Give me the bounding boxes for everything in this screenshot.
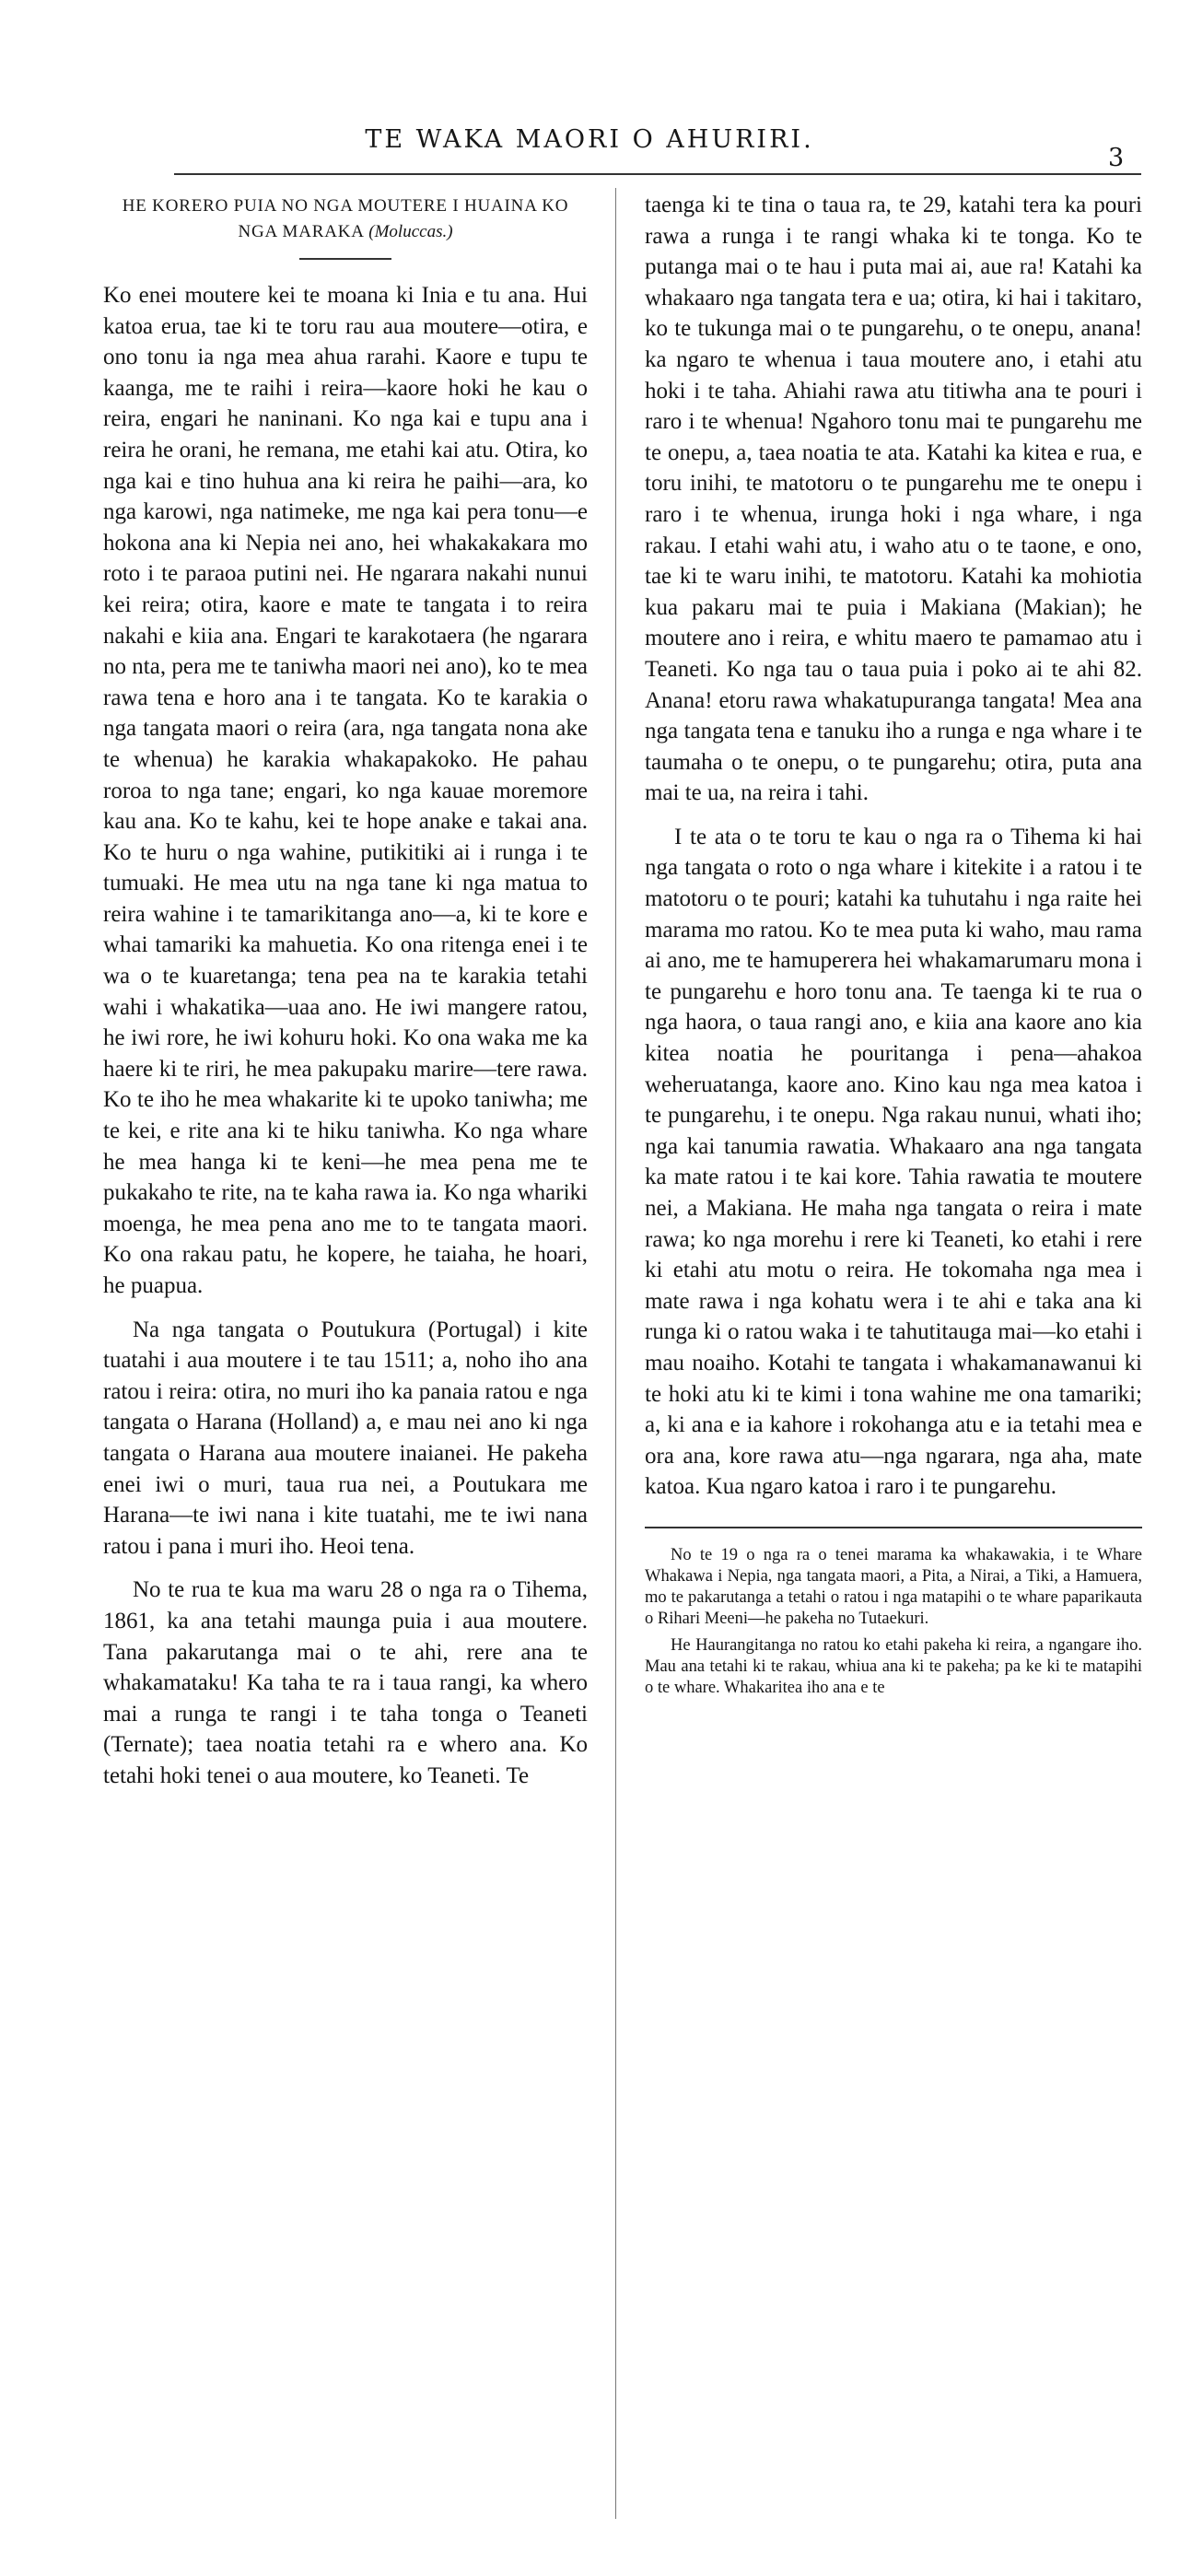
left-column (103, 190, 588, 1792)
footnote-rule (645, 1527, 1142, 1528)
page-number: 3 (1108, 144, 1125, 172)
article-subtitle: (Moluccas.) (368, 222, 453, 241)
paragraph: No te rua te kua ma waru 28 o nga ra o Tihema, 1861, ka ana tetahi maunga puia i aua moutere. Tana pakarutanga mai o te ahi, rere ana te whakamataku! Ka taha te ra i taua rangi, ka whero mai a runga te rangi i te taha tonga o Teaneti (Ternate); taea noatia tetahi ra e whero ana. Ko tetahi hoki tenei o aua moutere, ko Teaneti. Te (103, 1577, 588, 1788)
article-title (103, 193, 588, 245)
footnotes (645, 1545, 1142, 1699)
paragraph: Na nga tangata o Poutukura (Portugal) i kite tuatahi i aua moutere i te tau 1511; a, noho iho ana ratou i reira: otira, no muri iho ka panaia ratou e nga tangata o Harana (Holland) a, e mau nei ano ki nga tangata o Harana aua moutere inaianei. He pakeha enei iwi o muri, taua rua nei, a Poutukara me Harana—te iwi nana i kite tuatahi, me te iwi nana ratou i pana i muri iho. Heoi tena. (103, 1317, 588, 1559)
title-rule (299, 258, 391, 260)
footnote-paragraph: He Haurangitanga no ratou ko etahi pakeha ki reira, a ngangare iho. Mau ana tetahi ki te rakau, whiua ana ki te pakeha; pa ke ki te matapihi o te whare. Whakaritea iho ana e te (645, 1635, 1142, 1697)
paragraph: taenga ki te tina o taua ra, te 29, katahi tera ka pouri rawa a runga i te rangi whaka ki te tonga. Ko te putanga mai o te hau i puta mai ai, aue ra! Katahi ka whakaaro nga tangata tera e ua; otira, ki hai i takitaro, ko te tukunga mai o te pungarehu, o te onepu, anana! ka ngaro te whenua i taua moutere ano, i etahi atu hoki i te taha. Ahiahi rawa atu titiwha ana te pouri i raro i te whenua! Ngahoro tonu mai te pungarehu me te onepu, a, taea noatia te ata. Katahi ka kitea e rua, e toru inihi, te matotoru o te pungarehu me te onepu i raro i te whenua, irunga hoki i nga whare, i nga rakau. I etahi wahi atu, i waho atu o te taone, e ono, tae ki te waru inihi, te matotoru. Katahi ka mohiotia kua pakaru mai te puia i Makiana (Makian); he moutere ano i reira, e whitu maero te pamamao atu i Teaneti. Ko nga tau o taua puia i poko ai te ahi 82. Anana! etoru rawa whakatupuranga tangata! Mea ana nga tangata tena e tanuku iho a runga e nga whare i te taumaha o te onepu, o te pungarehu; otira, puta ana mai te ua, na reira i tahi. (645, 193, 1142, 806)
running-head: TE WAKA MAORI O AHURIRI. (365, 125, 814, 154)
paragraph: Ko enei moutere kei te moana ki Inia e tu ana. Hui katoa erua, tae ki te toru rau aua moutere—otira, e ono tonu ia nga mea ahua rarahi. Kaore e tupu te kaanga, me te raihi i reira—kaore hoki he kau o reira, engari he naninani. Ko nga kai e tupu ana i reira he orani, he remana, me etahi kai atu. Otira, ko nga kai e tino huhua ana ki reira he paihi—ara, ko nga karowi, nga natimeke, me nga kai pera tonu—e hokona ana ki Nepia nei ano, hei whakakakara mo roto i te paraoa putini nei. He ngarara nakahi nunui kei reira; otira, kaore e mate te tangata i to reira nakahi e kiia ana. Engari te karakotaera (he ngarara no nta, pera me te taniwha maori nei ano), ko te mea rawa tena e horo ana i te tangata. Ko te karakia o nga tangata maori o reira (ara, nga tangata nona ake te whenua) he karakia whakapakoko. He pahau roroa to nga tane; engari, ko nga kauae moremore kau ana. Ko te kahu, kei te hope anake e takai ana. Ko te huru o nga wahine, putikitiki ai i runga i te tumuaki. He mea utu na nga tane ki nga matua to reira wahine i te tamarikitanga ano—a, ki te kore e whai tamariki ka mahuetia. Ko ona ritenga enei i te wa o te kuaretanga; tena pea na te karakia tetahi wahi i whakatika—uaa ano. He iwi mangere ratou, he iwi rore, he iwi kohuru hoki. Ko ona waka me ka haere ki te riri, he mea pakupaku marire—tere rawa. Ko te iho he mea whakarite ki te upoko taniwha; me te kei, e rite ana ki te hiku taniwha. Ko nga whare he mea hanga ki te keni—he mea pena me te pukakaho te rite, na te kaha rawa ia. Ko nga whariki moenga, he mea pena ano me to te tangata maori. Ko ona rakau patu, he kopere, he taiaha, he hoari, he puapua. (103, 283, 588, 1298)
paragraph: I te ata o te toru te kau o nga ra o Tihema ki hai nga tangata o roto o nga whare i kitekite i a ratou i te matotoru o te pouri; katahi ka tuhutahu i nga raite hei marama mo ratou. Ko te mea puta ki waho, mau rama ai ano, me te hamuperera hei whakamarumaru mona i te pungarehu e horo tonu ana. Te taenga ki te rua o nga haora, o taua rangi ano, e kiia ana kaore ano kia kitea noatia he pouritanga i pena—ahakoa weheruatanga, kaore ano. Kino kau nga mea katoa i te pungarehu, i te onepu. Nga rakau nunui, whati iho; nga kai tanumia rawatia. Whakaaro ana nga tangata ka mate ratou i te kai kore. Tahia rawatia te moutere nei, a Makiana. He maha nga tangata o reira i mate rawa; ko nga morehu i rere ki Teaneti, ko etahi i rere ki etahi atu motu o reira. He tokomaha nga mea i mate rawa i nga kohatu wera i te ahi e taka ana ki runga ki o ratou waka i te tahutitauga mai—ko etahi i mau noaiho. Kotahi te tangata i whakamanawanui ki te hoki atu ki te kimi i tona wahine me ona tamariki; a, ki ana e ia kahore i rokohanga atu e ia tetahi mea e ora ana, kore rawa atu—nga ngarara, nga aha, mate katoa. Kua ngaro katoa i raro i te pungarehu. (645, 824, 1142, 1500)
footnote-paragraph: No te 19 o nga ra o tenei marama ka whakawakia, i te Whare Whakawa i Nepia, nga tangata maori, a Pita, a Nirai, a Tiki, a Hamuera, mo te pakarutanga a tetahi o ratou i nga matapihi o te whare paparikauta o Rihari Meeni—he pakeha no Tutaekuri. (645, 1545, 1142, 1628)
right-column (645, 190, 1142, 1699)
header-rule (174, 173, 1141, 175)
column-divider (615, 188, 616, 2519)
article-title-text: HE KORERO PUIA NO NGA MOUTERE I HUAINA KO NGA MARAKA (122, 196, 569, 241)
